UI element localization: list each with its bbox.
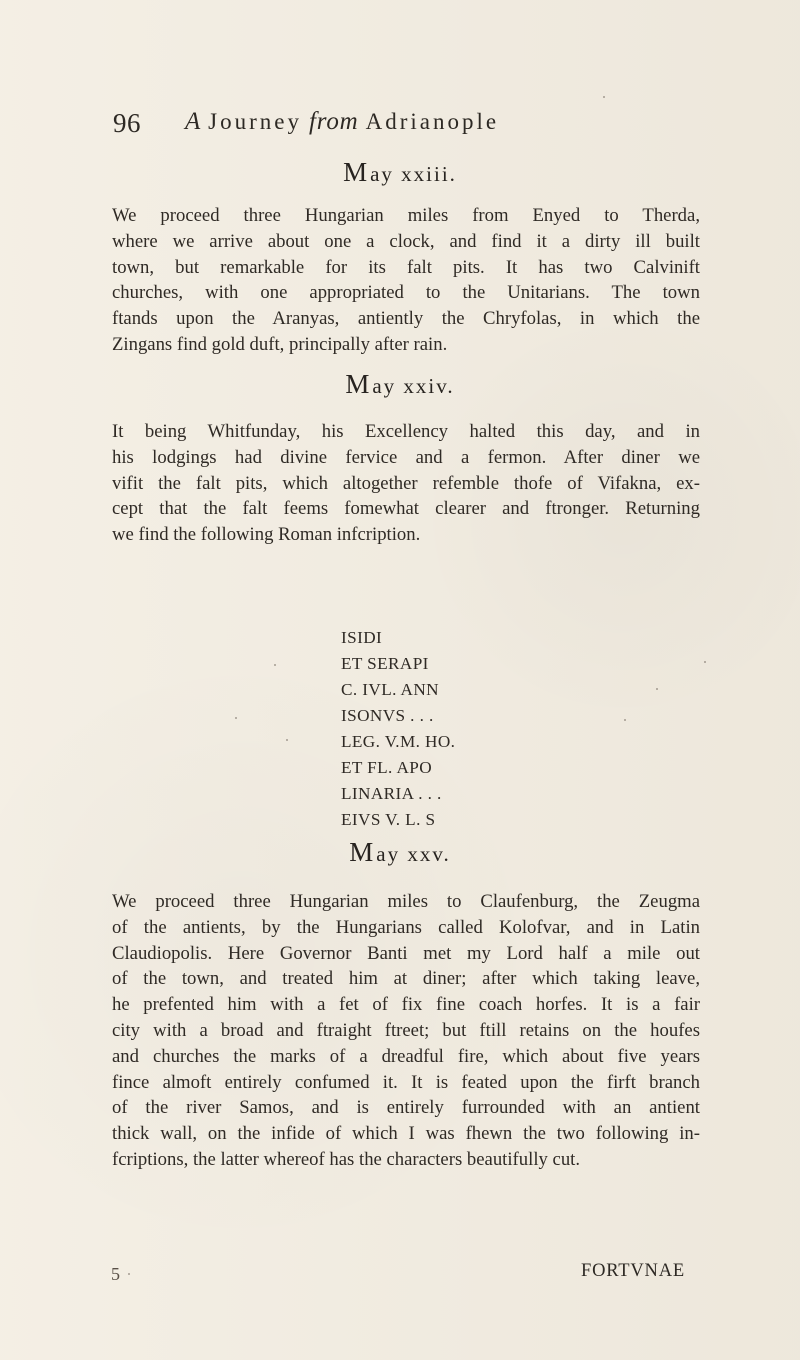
paragraph-line: fince almoft entirely confumed it. It is feated upon the firft branch [112,1071,700,1093]
paragraph-line: town, but remarkable for its falt pits. It has two Calvinift [112,256,700,278]
paragraph-line: thick wall, on the infide of which I was fhewn the two following in- [112,1123,700,1145]
running-title-journey: Journey [208,109,302,134]
paper-speck [624,719,626,721]
date-prefix: M [343,157,371,187]
paragraph-may-23 [112,203,700,358]
paragraph-line: cept that the falt feems fomewhat clearer and ftronger. Returning [112,498,700,520]
paragraph-line: It being Whitfunday, his Excellency halted this day, and in [112,421,700,442]
inscription-line: ET SERAPI [341,654,429,673]
running-title [185,108,499,136]
inscription-line: LINARIA . . . [341,784,442,803]
paragraph-may-25 [112,889,700,1173]
date-prefix: M [345,369,373,399]
signature-mark: 5 [111,1264,120,1284]
paragraph-line: city with a broad and ftraight ftreet; but ftill retains on the houfes [112,1019,700,1041]
paragraph-line: Claudiopolis. Here Governor Banti met my Lord half a mile out [112,942,700,964]
paragraph-line: where we arrive about one a clock, and find it a dirty ill built [112,230,700,252]
paragraph-line: of the town, and treated him at diner; after which taking leave, [112,968,700,990]
roman-inscription [341,625,521,833]
date-tail: ay xxiii. [370,162,457,186]
running-title-place: Adrianople [365,109,500,134]
inscription-line: C. IVL. ANN [341,680,439,699]
running-header [113,108,693,148]
inscription-line: ET FL. APO [341,758,433,777]
date-heading-may-25 [0,837,800,868]
paragraph-line: fcriptions, the latter whereof has the characters beautifully cut. [112,1148,581,1170]
paragraph-line: he prefented him with a fet of fix fine coach horfes. It is a fair [112,994,700,1016]
paragraph-line: churches, with one appropriated to the Unitarians. The town [112,282,700,304]
paragraph-line: We proceed three Hungarian miles from Enyed to Therda, [112,205,700,226]
paragraph-line: ftands upon the Aranyas, antiently the Chryfolas, in which the [112,308,700,330]
inscription-line: ISIDI [341,628,383,647]
paper-speck [603,96,605,98]
paragraph-line: We proceed three Hungarian miles to Claufenburg, the Zeugma [112,891,700,912]
date-tail: ay xxv. [376,842,451,866]
page-number: 96 [113,108,141,138]
catchword: FORTVNAE [581,1261,685,1281]
paragraph-line: of the antients, by the Hungarians called Kolofvar, and in Latin [112,916,700,938]
paper-speck [274,664,276,666]
paragraph-line: his lodgings had divine fervice and a fermon. After diner we [112,446,700,468]
inscription-line: ISONVS . . . [341,706,434,725]
paper-speck [656,688,658,690]
inscription-line: EIVS V. L. S [341,810,436,829]
paragraph-line: vifit the falt pits, which altogether refemble thofe of Vifakna, ex- [112,472,700,494]
paragraph-line: Zingans find gold duft, principally after rain. [112,333,448,355]
date-heading-may-24 [0,369,800,400]
inscription-line: LEG. V.M. HO. [341,732,456,751]
paragraph-line: we find the following Roman infcription. [112,524,421,546]
paper-speck [704,661,706,663]
running-title-from: from [309,108,359,135]
paper-speck [286,739,288,741]
paragraph-line: of the river Samos, and is entirely furrounded with an antient [112,1097,700,1119]
paper-speck [235,717,237,719]
running-title-article: A [185,108,202,135]
date-prefix: M [349,837,377,867]
paragraph-line: and churches the marks of a dreadful fire, which about five years [112,1045,700,1067]
date-tail: ay xxiv. [372,374,455,398]
paper-speck [128,1273,130,1275]
date-heading-may-23 [0,157,800,188]
paragraph-may-24 [112,419,700,548]
